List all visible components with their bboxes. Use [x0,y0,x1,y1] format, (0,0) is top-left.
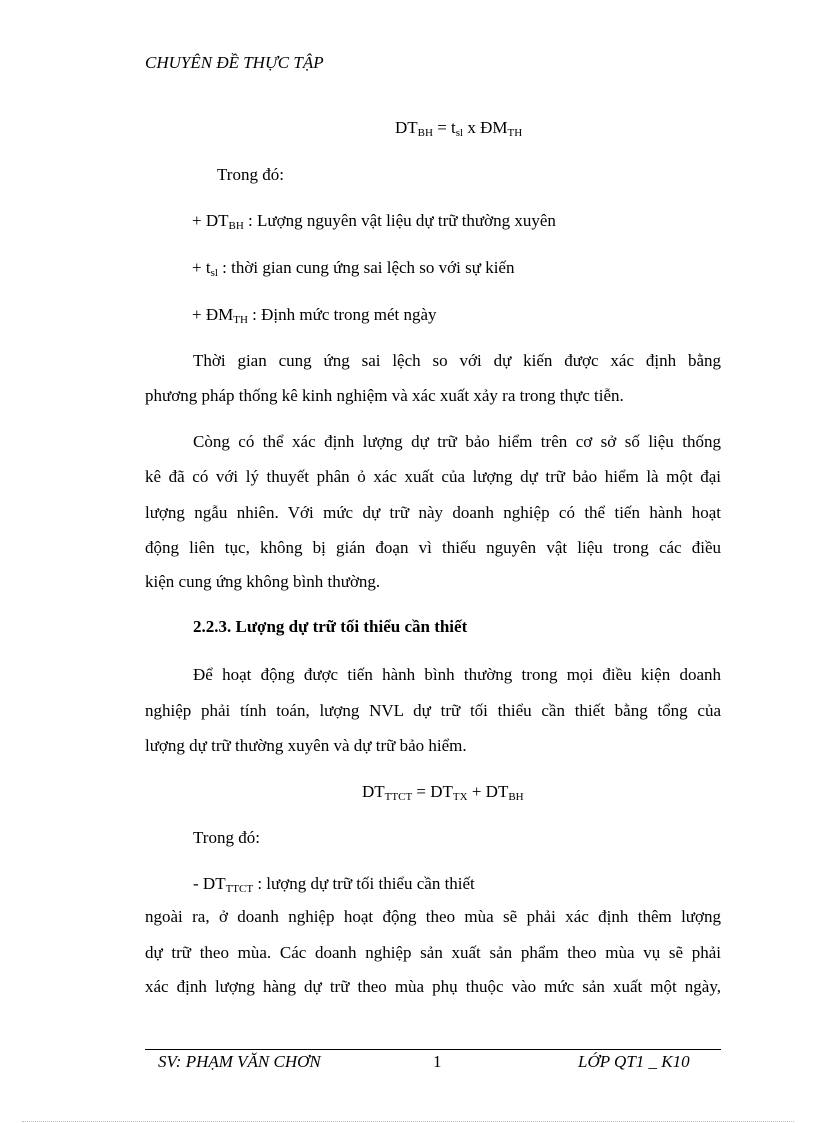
paragraph-1-line-1: Thời gian cung ứng sai lệch so với dự kiến được xác định bằng [193,351,721,370]
paragraph-2-line-3: lượng ngẫu nhiên. Với mức dự trữ này doanh nghiệp có thể tiến hành hoạt [145,503,721,522]
footer-rule [145,1049,721,1050]
paragraph-4-line-3: xác định lượng hàng dự trữ theo mùa phụ thuộc vào mức sản xuất một ngày, [145,977,721,996]
where-label-1: Trong đó: [217,165,284,184]
where-label-2: Trong đó: [193,828,260,847]
paragraph-2-line-2: kê đã có với lý thuyết phân ỏ xác xuất của lượng dự trữ bảo hiểm là một đại [145,467,721,486]
formula-dt-bh: $DT_{BH} = t_{sl}$ x $ĐM_{TH}$ [395,118,523,139]
paragraph-1-line-2: phương pháp thống kê kinh nghiệm và xác xuất xảy ra trong thực tiễn. [145,386,624,405]
section-heading: 2.2.3. Lượng dự trữ tối thiểu cần thiết [193,617,468,636]
footer-student-name: SV: PHẠM VĂN CHƠN [158,1052,321,1071]
definition-dt-bh: + $DT_{BH}$ : Lượng nguyên vật liệu dự trữ thường xuyên [192,211,556,232]
paragraph-3-line-1: Để hoạt động được tiến hành bình thường trong mọi điều kiện doanh [193,665,721,684]
paragraph-4-line-1: ngoài ra, ở doanh nghiệp hoạt động theo mùa sẽ phải xác định thêm lượng [145,907,721,926]
paragraph-4-line-2: dự trữ theo mùa. Các doanh nghiệp sản xuất sản phẩm theo mùa vụ sẽ phải [145,943,721,962]
definition-t-sl: + $t_{sl}$ : thời gian cung ứng sai lệch so với sự kiến [192,258,515,279]
definition-dm-th: + $ĐM_{TH}$ : Định mức trong mét ngày [192,305,437,326]
paragraph-2-line-1: Còng có thể xác định lượng dự trữ bảo hiểm trên cơ sở số liệu thống [193,432,721,451]
paragraph-2-line-4: động liên tục, không bị gián đoạn vì thiếu nguyên vật liệu trong các điều [145,538,721,557]
paragraph-3-line-2: nghiệp phải tính toán, lượng NVL dự trữ tối thiểu cần thiết bằng tổng của [145,701,721,720]
definition-dt-ttct: - $DT_{TTCT}$ : lượng dự trữ tối thiểu cần thiết [193,874,475,895]
paragraph-3-line-3: lượng dự trữ thường xuyên và dự trữ bảo hiểm. [145,736,467,755]
paragraph-2-line-5: kiện cung ứng không bình thường. [145,572,381,591]
footer-page-number: 1 [433,1052,442,1071]
page-boundary-line [22,1121,794,1122]
formula-dt-ttct: $DT_{TTCT} = DT_{TX} + DT_{BH}$ [362,782,524,803]
footer-class: LỚP QT1 _ K10 [578,1052,690,1071]
page-header-title: CHUYÊN ĐỀ THỰC TẬP [145,53,324,72]
